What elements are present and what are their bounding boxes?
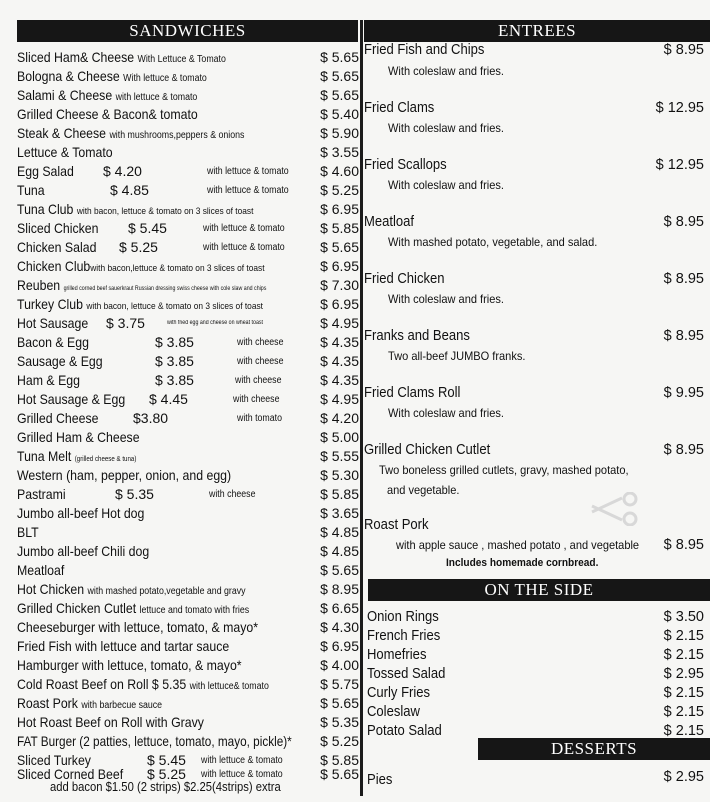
item-name: Hot Roast Beef on Roll with Gravy (17, 714, 204, 730)
entree-description: With coleslaw and fries. (388, 178, 504, 192)
sandwich-row (17, 428, 359, 447)
item-name: Cold Roast Beef on Roll (17, 676, 149, 692)
sandwich-row (17, 124, 359, 143)
sandwich-row (17, 447, 359, 466)
item-price: $ 5.85 (320, 486, 359, 502)
item-name: FAT Burger (2 patties, lettuce, tomato, mayo, pickle)* (17, 733, 292, 749)
item-name: Jumbo all-beef Chili dog (17, 543, 150, 559)
sandwich-row (17, 238, 359, 257)
item-price-plain: $ 4.20 (103, 163, 142, 179)
item-name: Grilled Cheese (17, 410, 99, 426)
item-price-plain: $ 5.45 (128, 220, 167, 236)
entree-name: Roast Pork (364, 517, 429, 533)
item-price-plain: $ 3.85 (155, 372, 194, 388)
item-name: Sausage & Egg (17, 353, 103, 369)
scissors-icon (588, 492, 642, 526)
item-price: $ 4.95 (320, 391, 359, 407)
entree-price: $ 8.95 (663, 42, 704, 58)
item-price-plain: $ 3.75 (106, 315, 145, 331)
item-extra: with lettuce& tomato (189, 681, 269, 692)
sandwich-row (17, 295, 359, 314)
item-price: $ 4.85 (320, 543, 359, 559)
entree-price: $ 8.95 (663, 328, 704, 344)
item-price: $ 5.65 (320, 239, 359, 255)
entree-description: With coleslaw and fries. (388, 406, 504, 420)
sandwich-row (17, 694, 359, 713)
item-name: Sliced Ham& Cheese (17, 49, 135, 65)
sandwich-row (17, 162, 359, 181)
item-price-plain: $ 5.35 (115, 486, 154, 502)
item-price-plain: $ 5.25 (147, 766, 186, 782)
entree-name: Fried Scallops (364, 157, 447, 173)
item-extra: with lettuce & tomato (203, 223, 285, 234)
entree-price: $ 12.95 (655, 100, 704, 116)
item-name: Western (ham, pepper, onion, and egg) (17, 467, 232, 483)
item-extra: with fried egg and cheese on wheat toast (167, 320, 263, 326)
item-price: $ 5.65 (320, 68, 359, 84)
item-price: $ 3.65 (320, 505, 359, 521)
item-name: Chicken Salad (17, 239, 97, 255)
desserts-header: DESSERTS (478, 738, 710, 760)
item-price: $ 4.35 (320, 372, 359, 388)
side-name: Onion Rings (367, 609, 439, 625)
item-extra: with cheese (209, 489, 256, 500)
entrees-header: ENTREES (364, 20, 710, 42)
item-price: $ 5.35 (320, 714, 359, 730)
item-price: $ 4.20 (320, 410, 359, 426)
item-extra: With lettuce & tomato (123, 73, 207, 84)
item-name: Egg Salad (17, 163, 74, 179)
item-extra: lettuce and tomato with fries (139, 605, 250, 616)
item-price: $ 5.65 (320, 562, 359, 578)
item-price: $ 5.85 (320, 752, 359, 768)
item-name: Hot Chicken (17, 581, 85, 597)
sandwich-row (17, 542, 359, 561)
entree-description: With mashed potato, vegetable, and salad. (388, 235, 598, 249)
sandwich-row (17, 713, 359, 732)
item-price: $ 3.55 (320, 144, 359, 160)
side-price: $ 2.15 (663, 704, 704, 720)
item-name: Tuna Club (17, 201, 74, 217)
item-price: $ 5.65 (320, 766, 359, 782)
side-name: Potato Salad (367, 723, 442, 739)
sandwich-row (17, 618, 359, 637)
entree-name: Fried Clams Roll (364, 385, 461, 401)
item-extra: with bacon, lettuce & tomato on 3 slices of toast (76, 206, 254, 217)
item-name: Salami & Cheese (17, 87, 113, 103)
sandwich-row (17, 485, 359, 504)
item-name: Sliced Corned Beef (17, 766, 124, 782)
side-name: Curly Fries (367, 685, 431, 701)
item-price: $ 5.90 (320, 125, 359, 141)
item-extra: (grilled cheese & tuna) (74, 456, 137, 463)
item-name: Tuna Melt (17, 448, 72, 464)
side-price: $ 2.15 (663, 685, 704, 701)
entree-description: Two all-beef JUMBO franks. (388, 349, 526, 363)
item-name: Bacon & Egg (17, 334, 89, 350)
sandwich-row (17, 48, 359, 67)
item-name: Chicken Club (17, 258, 91, 274)
item-extra: with barbecue sauce (81, 700, 163, 711)
item-price: $ 5.75 (320, 676, 359, 692)
item-price: $ 4.95 (320, 315, 359, 331)
item-name: Fried Fish with lettuce and tartar sauce (17, 638, 230, 654)
sandwich-row (17, 67, 359, 86)
add-bacon-note: add bacon $1.50 (2 strips) $2.25(4strips) extra (50, 780, 281, 794)
entree-name: Fried Chicken (364, 271, 445, 287)
entree-description: with apple sauce , mashed potato , and vegetable (396, 538, 640, 552)
item-name: Reuben (17, 277, 61, 293)
sandwich-row (17, 86, 359, 105)
item-name: Meatloaf (17, 562, 65, 578)
entree-description: With coleslaw and fries. (388, 121, 504, 135)
item-name: Lettuce & Tomato (17, 144, 113, 160)
item-price: $ 5.25 (320, 733, 359, 749)
on-the-side-header: ON THE SIDE (368, 579, 710, 601)
sandwich-row (17, 732, 359, 751)
item-price: $ 6.95 (320, 201, 359, 217)
entree-name: Meatloaf (364, 214, 415, 230)
item-price-plain: $ 3.85 (155, 334, 194, 350)
item-price: $ 5.55 (320, 448, 359, 464)
item-price: $ 4.00 (320, 657, 359, 673)
item-price-plain: $ 5.45 (147, 752, 186, 768)
entree-note: Includes homemade cornbread. (446, 557, 599, 569)
side-price: $ 2.15 (663, 628, 704, 644)
item-price: $ 5.85 (320, 220, 359, 236)
item-name: Roast Pork (17, 695, 78, 711)
item-extra: with lettuce & tomato (207, 185, 289, 196)
item-price: $ 4.35 (320, 353, 359, 369)
item-price-plain: $ 3.85 (155, 353, 194, 369)
item-name: Cheeseburger with lettuce, tomato, & mayo* (17, 619, 259, 635)
sandwiches-header: SANDWICHES (17, 20, 358, 42)
item-price: $ 5.65 (320, 695, 359, 711)
side-price: $ 2.15 (663, 647, 704, 663)
item-extra: with lettuce & tomato (203, 242, 285, 253)
item-name: Grilled Ham & Cheese (17, 429, 140, 445)
entree-name: Fried Fish and Chips (364, 42, 485, 58)
item-price: $ 5.65 (320, 49, 359, 65)
sandwich-row (17, 276, 359, 295)
item-name: Bologna & Cheese (17, 68, 120, 84)
side-price: $ 2.15 (663, 723, 704, 739)
entree-price: $ 8.95 (663, 442, 704, 458)
item-extra: with mushrooms,peppers & onions (109, 130, 245, 141)
entree-price: $ 9.95 (663, 385, 704, 401)
sandwich-row (17, 143, 359, 162)
item-price: $ 5.25 (320, 182, 359, 198)
item-name: BLT (17, 524, 39, 540)
item-extra: with mashed potato,vegetable and gravy (87, 586, 246, 597)
item-price-plain: $ 5.25 (119, 239, 158, 255)
item-name: Sliced Chicken (17, 220, 99, 236)
item-price: $ 8.95 (320, 581, 359, 597)
sandwich-row (17, 105, 359, 124)
side-name: Tossed Salad (367, 666, 446, 682)
item-extra: with lettuce & tomato (207, 166, 289, 177)
item-price-plain: $ 5.35 (151, 676, 187, 692)
item-extra: with lettuce & tomato (201, 769, 283, 780)
entree-price: $ 12.95 (655, 157, 704, 173)
item-price: $ 5.40 (320, 106, 359, 122)
sandwich-row (17, 523, 359, 542)
item-extra: with lettuce & tomato (115, 92, 198, 103)
sandwich-row (17, 504, 359, 523)
entree-name: Franks and Beans (364, 328, 470, 344)
sandwich-row (17, 181, 359, 200)
entree-price: $ 8.95 (663, 271, 704, 287)
item-name: Steak & Cheese (17, 125, 107, 141)
item-price: $ 6.65 (320, 600, 359, 616)
item-extra: with cheese (237, 337, 284, 348)
item-extra: grilled corned beef sauerkraut Russian dressing swiss cheese with cole slaw and chips (63, 286, 267, 292)
entree-description: and vegetable. (387, 483, 460, 497)
sandwich-row (17, 314, 359, 333)
entree-price: $ 8.95 (663, 214, 704, 230)
entree-description: With coleslaw and fries. (388, 292, 504, 306)
entree-name: Grilled Chicken Cutlet (364, 442, 491, 458)
item-price: $ 4.60 (320, 163, 359, 179)
entree-name: Fried Clams (364, 100, 435, 116)
item-price: $ 5.65 (320, 87, 359, 103)
side-name: Homefries (367, 647, 427, 663)
item-extra: with lettuce & tomato (201, 755, 283, 766)
sandwich-row (17, 352, 359, 371)
item-name: Ham & Egg (17, 372, 81, 388)
item-name: Jumbo all-beef Hot dog (17, 505, 145, 521)
sandwich-row (17, 580, 359, 599)
sandwich-row (17, 675, 359, 694)
item-name: Pastrami (17, 486, 66, 502)
item-extra: with tomato (237, 413, 283, 424)
item-price: $ 7.30 (320, 277, 359, 293)
item-extra: with bacon, lettuce & tomato on 3 slices of toast (86, 301, 263, 312)
item-name: Tuna (17, 182, 45, 198)
item-price-plain: $ 4.85 (110, 182, 149, 198)
dessert-price: $ 2.95 (663, 769, 704, 785)
item-extra: with cheese (237, 356, 284, 367)
item-extra: with bacon,lettuce & tomato on 3 slices of toast (90, 263, 265, 274)
sandwich-row (17, 561, 359, 580)
item-name: Turkey Club (17, 296, 83, 312)
item-name: Grilled Chicken Cutlet (17, 600, 137, 616)
sandwich-row (17, 371, 359, 390)
side-price: $ 3.50 (663, 609, 704, 625)
sandwich-row (17, 200, 359, 219)
entree-description: Two boneless grilled cutlets, gravy, mashed potato, (379, 463, 629, 477)
item-name: Hot Sausage & Egg (17, 391, 126, 407)
entree-description: With coleslaw and fries. (388, 64, 504, 78)
item-name: Grilled Cheese & Bacon& tomato (17, 106, 198, 122)
sandwich-row (17, 637, 359, 656)
item-price: $ 4.85 (320, 524, 359, 540)
entree-price: $ 8.95 (663, 537, 704, 553)
item-extra: with cheese (235, 375, 282, 386)
item-price: $ 4.35 (320, 334, 359, 350)
sandwich-row (17, 257, 359, 276)
column-divider (360, 20, 363, 796)
item-extra: with cheese (233, 394, 280, 405)
item-name: Sliced Turkey (17, 752, 91, 768)
sandwich-row (17, 599, 359, 618)
item-extra: With Lettuce & Tomato (137, 54, 226, 65)
side-name: French Fries (367, 628, 441, 644)
item-price: $ 5.00 (320, 429, 359, 445)
item-price: $ 4.30 (320, 619, 359, 635)
sandwich-row (17, 390, 359, 409)
item-price: $ 5.30 (320, 467, 359, 483)
item-name: Hot Sausage (17, 315, 89, 331)
item-price: $ 6.95 (320, 258, 359, 274)
dessert-name: Pies (367, 772, 393, 788)
item-name: Hamburger with lettuce, tomato, & mayo* (17, 657, 242, 673)
sandwich-row (17, 333, 359, 352)
side-name: Coleslaw (367, 704, 420, 720)
sandwich-row (17, 219, 359, 238)
item-price: $ 6.95 (320, 296, 359, 312)
sandwich-row (17, 656, 359, 675)
sandwich-row (17, 409, 359, 428)
item-price-plain: $3.80 (133, 410, 169, 426)
side-price: $ 2.95 (663, 666, 704, 682)
sandwich-row (17, 466, 359, 485)
item-price-plain: $ 4.45 (149, 391, 188, 407)
item-price: $ 6.95 (320, 638, 359, 654)
